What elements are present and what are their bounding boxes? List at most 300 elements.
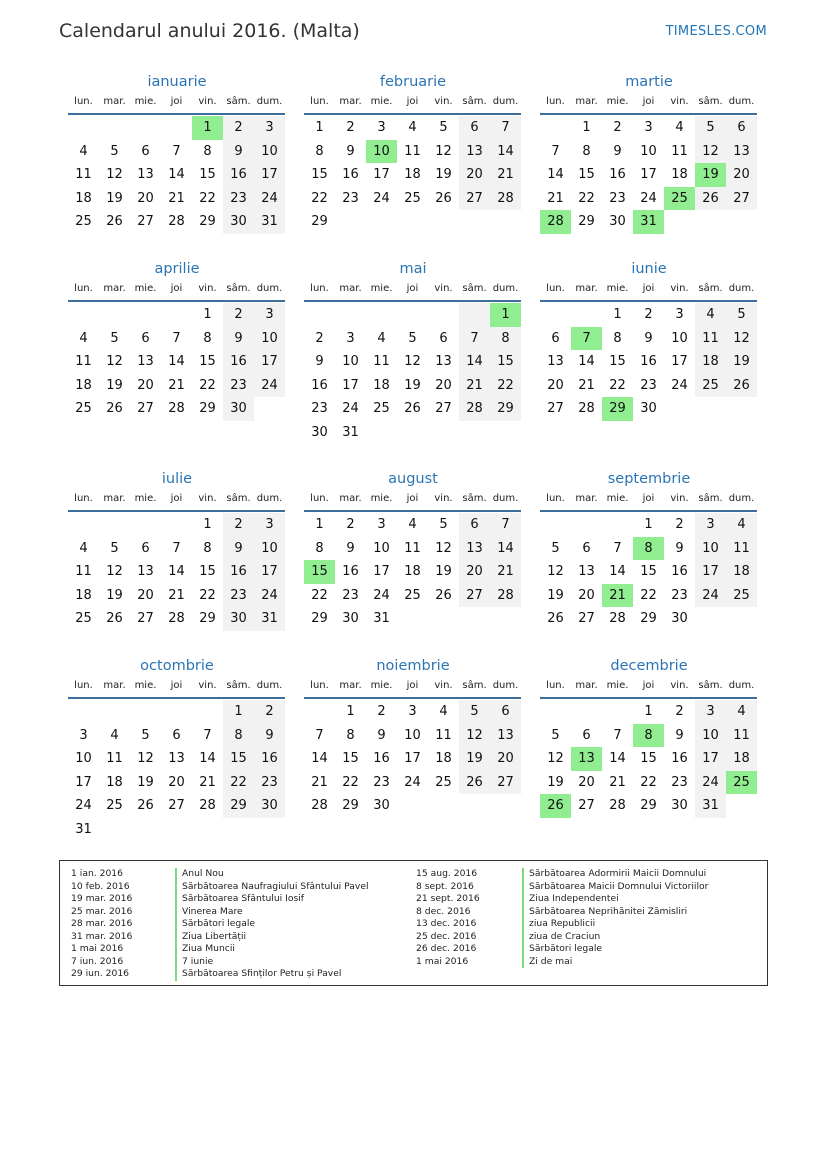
day-cell[interactable]: 4 (726, 700, 757, 724)
day-cell[interactable]: 25 (726, 584, 757, 608)
day-cell[interactable]: 18 (75, 190, 92, 206)
day-cell[interactable]: 20 (547, 377, 564, 393)
day-cell[interactable]: 2 (223, 303, 254, 327)
day-cell[interactable]: 26 (435, 587, 452, 603)
day-cell[interactable]: 4 (408, 517, 417, 532)
day-cell[interactable]: 11 (404, 143, 421, 159)
day-cell[interactable]: 27 (578, 798, 595, 814)
day-cell[interactable]: 28 (490, 584, 521, 608)
day-cell[interactable]: 12 (459, 724, 490, 748)
day-cell[interactable]: 2 (315, 330, 324, 346)
day-cell[interactable]: 14 (168, 564, 185, 580)
day-cell[interactable]: 21 (578, 377, 595, 393)
day-cell[interactable]: 23 (640, 377, 657, 393)
holiday-day[interactable]: 28 (540, 210, 571, 234)
day-cell[interactable]: 22 (640, 587, 657, 603)
day-cell[interactable]: 13 (726, 140, 757, 164)
day-cell[interactable]: 27 (168, 798, 185, 814)
day-cell[interactable]: 18 (671, 167, 688, 183)
day-cell[interactable]: 22 (578, 190, 595, 206)
day-cell[interactable]: 23 (671, 587, 688, 603)
day-cell[interactable]: 5 (726, 303, 757, 327)
day-cell[interactable]: 15 (199, 167, 216, 183)
day-cell[interactable]: 9 (223, 140, 254, 164)
day-cell[interactable]: 27 (490, 771, 521, 795)
day-cell[interactable]: 6 (726, 116, 757, 140)
brand-link[interactable]: TIMESLES.COM (665, 24, 767, 39)
day-cell[interactable]: 17 (671, 354, 688, 370)
day-cell[interactable]: 19 (404, 377, 421, 393)
day-cell[interactable]: 28 (609, 611, 626, 627)
day-cell[interactable]: 29 (640, 611, 657, 627)
day-cell[interactable]: 25 (75, 611, 92, 627)
day-cell[interactable]: 3 (377, 517, 386, 532)
day-cell[interactable]: 9 (675, 727, 684, 743)
day-cell[interactable]: 20 (490, 747, 521, 771)
day-cell[interactable]: 19 (106, 587, 123, 603)
day-cell[interactable]: 15 (640, 751, 657, 767)
day-cell[interactable]: 29 (640, 798, 657, 814)
day-cell[interactable]: 24 (342, 401, 359, 417)
day-cell[interactable]: 20 (578, 587, 595, 603)
day-cell[interactable]: 19 (547, 774, 564, 790)
day-cell[interactable]: 15 (609, 354, 626, 370)
day-cell[interactable]: 11 (726, 724, 757, 748)
day-cell[interactable]: 30 (223, 607, 254, 631)
day-cell[interactable]: 22 (199, 587, 216, 603)
day-cell[interactable]: 23 (311, 401, 328, 417)
day-cell[interactable]: 26 (695, 187, 726, 211)
day-cell[interactable]: 8 (203, 540, 212, 556)
day-cell[interactable]: 15 (223, 747, 254, 771)
day-cell[interactable]: 28 (168, 214, 185, 230)
day-cell[interactable]: 16 (640, 354, 657, 370)
day-cell[interactable]: 5 (439, 120, 448, 135)
day-cell[interactable]: 13 (459, 140, 490, 164)
holiday-day[interactable]: 26 (540, 794, 571, 818)
day-cell[interactable]: 16 (223, 560, 254, 584)
day-cell[interactable]: 12 (547, 564, 564, 580)
day-cell[interactable]: 12 (137, 751, 154, 767)
day-cell[interactable]: 6 (141, 330, 150, 346)
day-cell[interactable]: 10 (75, 751, 92, 767)
day-cell[interactable]: 4 (695, 303, 726, 327)
day-cell[interactable]: 18 (404, 167, 421, 183)
day-cell[interactable]: 27 (137, 611, 154, 627)
day-cell[interactable]: 16 (342, 564, 359, 580)
day-cell[interactable]: 27 (137, 401, 154, 417)
day-cell[interactable]: 30 (311, 424, 328, 440)
day-cell[interactable]: 9 (223, 537, 254, 561)
day-cell[interactable]: 14 (311, 751, 328, 767)
day-cell[interactable]: 12 (106, 167, 123, 183)
day-cell[interactable]: 8 (223, 724, 254, 748)
day-cell[interactable]: 21 (168, 377, 185, 393)
day-cell[interactable]: 14 (459, 350, 490, 374)
day-cell[interactable]: 20 (726, 163, 757, 187)
day-cell[interactable]: 21 (547, 190, 564, 206)
day-cell[interactable]: 23 (609, 190, 626, 206)
day-cell[interactable]: 4 (79, 330, 88, 346)
day-cell[interactable]: 6 (582, 540, 591, 556)
day-cell[interactable]: 24 (254, 187, 285, 211)
day-cell[interactable]: 14 (609, 564, 626, 580)
day-cell[interactable]: 26 (106, 611, 123, 627)
day-cell[interactable]: 16 (373, 751, 390, 767)
day-cell[interactable]: 24 (695, 771, 726, 795)
day-cell[interactable]: 11 (695, 327, 726, 351)
day-cell[interactable]: 15 (199, 354, 216, 370)
day-cell[interactable]: 6 (172, 727, 181, 743)
holiday-day[interactable]: 1 (192, 116, 223, 140)
day-cell[interactable]: 13 (490, 724, 521, 748)
day-cell[interactable]: 29 (490, 397, 521, 421)
day-cell[interactable]: 26 (435, 190, 452, 206)
day-cell[interactable]: 26 (726, 374, 757, 398)
day-cell[interactable]: 21 (168, 190, 185, 206)
day-cell[interactable]: 25 (75, 401, 92, 417)
day-cell[interactable]: 8 (315, 540, 324, 556)
day-cell[interactable]: 1 (315, 517, 324, 532)
holiday-day[interactable]: 7 (571, 327, 602, 351)
day-cell[interactable]: 24 (695, 584, 726, 608)
day-cell[interactable]: 13 (459, 537, 490, 561)
day-cell[interactable]: 23 (342, 587, 359, 603)
day-cell[interactable]: 11 (404, 540, 421, 556)
day-cell[interactable]: 22 (199, 190, 216, 206)
day-cell[interactable]: 25 (404, 190, 421, 206)
day-cell[interactable]: 26 (137, 798, 154, 814)
day-cell[interactable]: 14 (199, 751, 216, 767)
holiday-day[interactable]: 15 (304, 560, 335, 584)
day-cell[interactable]: 15 (342, 751, 359, 767)
day-cell[interactable]: 30 (671, 798, 688, 814)
day-cell[interactable]: 2 (346, 517, 355, 532)
day-cell[interactable]: 20 (459, 560, 490, 584)
day-cell[interactable]: 16 (342, 167, 359, 183)
day-cell[interactable]: 11 (373, 354, 390, 370)
day-cell[interactable]: 30 (254, 794, 285, 818)
day-cell[interactable]: 18 (106, 774, 123, 790)
day-cell[interactable]: 23 (373, 774, 390, 790)
day-cell[interactable]: 11 (106, 751, 123, 767)
day-cell[interactable]: 2 (346, 120, 355, 135)
day-cell[interactable]: 1 (315, 120, 324, 135)
holiday-day[interactable]: 1 (490, 303, 521, 327)
day-cell[interactable]: 19 (106, 377, 123, 393)
day-cell[interactable]: 5 (110, 330, 119, 346)
day-cell[interactable]: 7 (172, 143, 181, 159)
day-cell[interactable]: 25 (435, 774, 452, 790)
day-cell[interactable]: 2 (613, 120, 622, 135)
day-cell[interactable]: 19 (726, 350, 757, 374)
day-cell[interactable]: 5 (551, 727, 560, 743)
day-cell[interactable]: 5 (110, 540, 119, 556)
holiday-day[interactable]: 21 (602, 584, 633, 608)
day-cell[interactable]: 22 (311, 587, 328, 603)
day-cell[interactable]: 9 (223, 327, 254, 351)
day-cell[interactable]: 23 (671, 774, 688, 790)
day-cell[interactable]: 27 (137, 214, 154, 230)
day-cell[interactable]: 26 (404, 401, 421, 417)
day-cell[interactable]: 9 (377, 727, 386, 743)
day-cell[interactable]: 23 (342, 190, 359, 206)
day-cell[interactable]: 12 (695, 140, 726, 164)
day-cell[interactable]: 17 (342, 377, 359, 393)
day-cell[interactable]: 18 (75, 587, 92, 603)
day-cell[interactable]: 6 (459, 513, 490, 537)
day-cell[interactable]: 15 (490, 350, 521, 374)
day-cell[interactable]: 24 (254, 584, 285, 608)
day-cell[interactable]: 12 (435, 540, 452, 556)
day-cell[interactable]: 30 (373, 798, 390, 814)
day-cell[interactable]: 23 (254, 771, 285, 795)
day-cell[interactable]: 20 (137, 190, 154, 206)
day-cell[interactable]: 13 (435, 354, 452, 370)
day-cell[interactable]: 3 (254, 513, 285, 537)
day-cell[interactable]: 21 (490, 560, 521, 584)
day-cell[interactable]: 4 (675, 120, 684, 135)
day-cell[interactable]: 19 (106, 190, 123, 206)
day-cell[interactable]: 25 (75, 214, 92, 230)
day-cell[interactable]: 24 (254, 374, 285, 398)
day-cell[interactable]: 20 (435, 377, 452, 393)
day-cell[interactable]: 7 (459, 327, 490, 351)
day-cell[interactable]: 3 (695, 700, 726, 724)
day-cell[interactable]: 27 (459, 584, 490, 608)
day-cell[interactable]: 31 (254, 210, 285, 234)
day-cell[interactable]: 8 (315, 143, 324, 159)
holiday-day[interactable]: 29 (602, 397, 633, 421)
day-cell[interactable]: 12 (547, 751, 564, 767)
day-cell[interactable]: 18 (435, 751, 452, 767)
day-cell[interactable]: 22 (199, 377, 216, 393)
day-cell[interactable]: 28 (168, 611, 185, 627)
day-cell[interactable]: 16 (311, 377, 328, 393)
day-cell[interactable]: 1 (613, 307, 622, 322)
day-cell[interactable]: 24 (75, 798, 92, 814)
day-cell[interactable]: 3 (695, 513, 726, 537)
day-cell[interactable]: 13 (578, 564, 595, 580)
day-cell[interactable]: 14 (168, 167, 185, 183)
day-cell[interactable]: 30 (223, 397, 254, 421)
day-cell[interactable]: 10 (373, 540, 390, 556)
day-cell[interactable]: 28 (199, 798, 216, 814)
day-cell[interactable]: 4 (110, 727, 119, 743)
day-cell[interactable]: 19 (547, 587, 564, 603)
day-cell[interactable]: 24 (373, 190, 390, 206)
day-cell[interactable]: 8 (203, 330, 212, 346)
day-cell[interactable]: 17 (404, 751, 421, 767)
day-cell[interactable]: 16 (223, 350, 254, 374)
day-cell[interactable]: 15 (578, 167, 595, 183)
day-cell[interactable]: 5 (141, 727, 150, 743)
day-cell[interactable]: 1 (203, 517, 212, 532)
day-cell[interactable]: 27 (726, 187, 757, 211)
holiday-day[interactable]: 19 (695, 163, 726, 187)
day-cell[interactable]: 5 (459, 700, 490, 724)
day-cell[interactable]: 7 (613, 540, 622, 556)
day-cell[interactable]: 21 (490, 163, 521, 187)
day-cell[interactable]: 12 (106, 564, 123, 580)
day-cell[interactable]: 29 (199, 214, 216, 230)
day-cell[interactable]: 6 (551, 330, 560, 346)
day-cell[interactable]: 8 (582, 143, 591, 159)
day-cell[interactable]: 17 (254, 350, 285, 374)
day-cell[interactable]: 12 (435, 143, 452, 159)
day-cell[interactable]: 4 (377, 330, 386, 346)
day-cell[interactable]: 19 (137, 774, 154, 790)
day-cell[interactable]: 7 (490, 513, 521, 537)
day-cell[interactable]: 14 (490, 140, 521, 164)
day-cell[interactable]: 7 (613, 727, 622, 743)
day-cell[interactable]: 23 (223, 374, 254, 398)
day-cell[interactable]: 17 (75, 774, 92, 790)
day-cell[interactable]: 20 (578, 774, 595, 790)
day-cell[interactable]: 17 (695, 747, 726, 771)
day-cell[interactable]: 25 (373, 401, 390, 417)
day-cell[interactable]: 9 (315, 354, 324, 370)
day-cell[interactable]: 29 (311, 611, 328, 627)
day-cell[interactable]: 11 (671, 143, 688, 159)
day-cell[interactable]: 30 (640, 401, 657, 417)
day-cell[interactable]: 3 (408, 704, 417, 719)
day-cell[interactable]: 29 (578, 214, 595, 230)
day-cell[interactable]: 15 (311, 167, 328, 183)
day-cell[interactable]: 30 (671, 611, 688, 627)
day-cell[interactable]: 14 (547, 167, 564, 183)
day-cell[interactable]: 27 (435, 401, 452, 417)
day-cell[interactable]: 29 (311, 214, 328, 230)
day-cell[interactable]: 16 (254, 747, 285, 771)
day-cell[interactable]: 9 (644, 330, 653, 346)
day-cell[interactable]: 3 (675, 307, 684, 322)
day-cell[interactable]: 14 (609, 751, 626, 767)
day-cell[interactable]: 11 (75, 167, 92, 183)
day-cell[interactable]: 31 (695, 794, 726, 818)
day-cell[interactable]: 28 (609, 798, 626, 814)
day-cell[interactable]: 28 (311, 798, 328, 814)
day-cell[interactable]: 18 (373, 377, 390, 393)
day-cell[interactable]: 13 (137, 564, 154, 580)
day-cell[interactable]: 18 (404, 564, 421, 580)
day-cell[interactable]: 6 (490, 700, 521, 724)
day-cell[interactable]: 10 (640, 143, 657, 159)
day-cell[interactable]: 7 (315, 727, 324, 743)
holiday-day[interactable]: 25 (726, 771, 757, 795)
day-cell[interactable]: 21 (199, 774, 216, 790)
day-cell[interactable]: 4 (79, 540, 88, 556)
day-cell[interactable]: 7 (551, 143, 560, 159)
day-cell[interactable]: 15 (199, 564, 216, 580)
day-cell[interactable]: 26 (106, 401, 123, 417)
day-cell[interactable]: 9 (346, 540, 355, 556)
day-cell[interactable]: 25 (106, 798, 123, 814)
day-cell[interactable]: 2 (223, 513, 254, 537)
day-cell[interactable]: 1 (223, 700, 254, 724)
day-cell[interactable]: 17 (254, 163, 285, 187)
day-cell[interactable]: 2 (254, 700, 285, 724)
day-cell[interactable]: 14 (168, 354, 185, 370)
day-cell[interactable]: 4 (408, 120, 417, 135)
day-cell[interactable]: 30 (342, 611, 359, 627)
day-cell[interactable]: 6 (141, 540, 150, 556)
day-cell[interactable]: 17 (695, 560, 726, 584)
day-cell[interactable]: 9 (346, 143, 355, 159)
day-cell[interactable]: 22 (490, 374, 521, 398)
day-cell[interactable]: 10 (254, 327, 285, 351)
day-cell[interactable]: 8 (346, 727, 355, 743)
day-cell[interactable]: 31 (254, 607, 285, 631)
day-cell[interactable]: 11 (75, 564, 92, 580)
day-cell[interactable]: 2 (675, 704, 684, 719)
day-cell[interactable]: 31 (342, 424, 359, 440)
day-cell[interactable]: 26 (106, 214, 123, 230)
day-cell[interactable]: 21 (168, 587, 185, 603)
day-cell[interactable]: 10 (404, 727, 421, 743)
day-cell[interactable]: 24 (640, 190, 657, 206)
day-cell[interactable]: 20 (168, 774, 185, 790)
day-cell[interactable]: 26 (547, 611, 564, 627)
day-cell[interactable]: 29 (223, 794, 254, 818)
day-cell[interactable]: 30 (223, 210, 254, 234)
day-cell[interactable]: 11 (75, 354, 92, 370)
day-cell[interactable]: 5 (695, 116, 726, 140)
day-cell[interactable]: 26 (459, 771, 490, 795)
day-cell[interactable]: 8 (613, 330, 622, 346)
day-cell[interactable]: 12 (106, 354, 123, 370)
day-cell[interactable]: 22 (640, 774, 657, 790)
day-cell[interactable]: 7 (172, 330, 181, 346)
day-cell[interactable]: 16 (223, 163, 254, 187)
day-cell[interactable]: 11 (435, 727, 452, 743)
day-cell[interactable]: 10 (254, 537, 285, 561)
day-cell[interactable]: 30 (609, 214, 626, 230)
day-cell[interactable]: 9 (675, 540, 684, 556)
day-cell[interactable]: 3 (79, 727, 88, 743)
day-cell[interactable]: 3 (644, 120, 653, 135)
holiday-day[interactable]: 10 (366, 140, 397, 164)
day-cell[interactable]: 28 (459, 397, 490, 421)
day-cell[interactable]: 24 (671, 377, 688, 393)
day-cell[interactable]: 7 (172, 540, 181, 556)
day-cell[interactable]: 21 (609, 774, 626, 790)
day-cell[interactable]: 17 (254, 560, 285, 584)
day-cell[interactable]: 12 (726, 327, 757, 351)
day-cell[interactable]: 17 (373, 167, 390, 183)
day-cell[interactable]: 16 (671, 564, 688, 580)
day-cell[interactable]: 10 (342, 354, 359, 370)
day-cell[interactable]: 19 (435, 167, 452, 183)
day-cell[interactable]: 1 (644, 704, 653, 719)
day-cell[interactable]: 25 (404, 587, 421, 603)
day-cell[interactable]: 11 (726, 537, 757, 561)
day-cell[interactable]: 6 (141, 143, 150, 159)
day-cell[interactable]: 20 (137, 587, 154, 603)
day-cell[interactable]: 16 (671, 751, 688, 767)
day-cell[interactable]: 3 (377, 120, 386, 135)
day-cell[interactable]: 23 (223, 584, 254, 608)
holiday-day[interactable]: 8 (633, 537, 664, 561)
day-cell[interactable]: 27 (547, 401, 564, 417)
day-cell[interactable]: 21 (459, 374, 490, 398)
day-cell[interactable]: 2 (377, 704, 386, 719)
day-cell[interactable]: 31 (373, 611, 390, 627)
day-cell[interactable]: 3 (254, 303, 285, 327)
day-cell[interactable]: 4 (79, 143, 88, 159)
day-cell[interactable]: 5 (110, 143, 119, 159)
day-cell[interactable]: 4 (439, 704, 448, 719)
